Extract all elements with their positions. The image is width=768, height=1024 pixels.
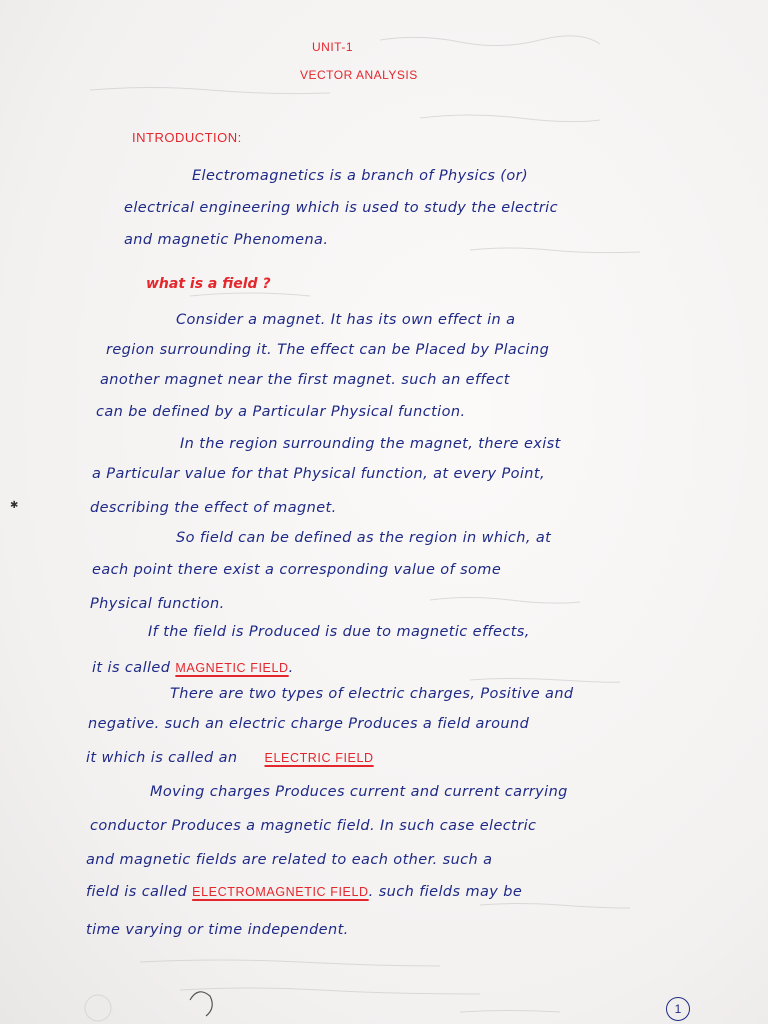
para4-line-1 [148,624,530,640]
para3-line-3: Physical function. [90,596,225,612]
para3-line-2: each point there exist a corresponding value of some [92,562,502,578]
para6-line-3: and magnetic fields are related to each other. such a [86,852,493,868]
para1-line-4: can be defined by a Particular Physical function. [96,404,466,420]
section-heading: INTRODUCTION: [132,130,242,145]
question-heading: what is a field ? [146,276,271,292]
chapter-title: VECTOR ANALYSIS [300,68,418,82]
magnetic-field-term: MAGNETIC FIELD [175,661,289,675]
para2-line-1: In the region surrounding the magnet, there exist [180,436,561,452]
para5-line-2: negative. such an electric charge Produces a field around [88,716,530,732]
para6-line-4-end: . such fields may be [368,884,523,900]
electromagnetic-field-term: ELECTROMAGNETIC FIELD [192,885,369,899]
para5-line-1: There are two types of electric charges, Positive and [170,686,574,702]
para1-line-3: another magnet near the first magnet. such an effect [100,372,510,388]
para5-line-3 [86,750,374,766]
page-number: 1 [666,997,690,1021]
para6-line-5: time varying or time independent. [86,922,349,938]
para5-line-3-start: it which is called an [86,750,238,766]
intro-line-2: electrical engineering which is used to study the electric [124,200,558,216]
para1-line-1: Consider a magnet. It has its own effect in a [176,312,516,328]
para4-line-2 [92,660,294,676]
unit-heading: UNIT-1 [312,40,354,54]
para6-line-4-start: field is called [86,884,188,900]
para6-line-1: Moving charges Produces current and current carrying [150,784,568,800]
para4-line-2-start: it is called [92,660,171,676]
para4-line-1-end: is due to magnetic effects, [325,624,530,640]
para2-line-3: describing the effect of magnet. [90,500,337,516]
para4-line-1-start: If the field is Produced [148,624,321,640]
para1-line-2: region surrounding it. The effect can be Placed by Placing [106,342,550,358]
para3-line-1: So field can be defined as the region in which, at [176,530,552,546]
para4-line-2-end: . [288,660,294,676]
para6-line-2: conductor Produces a magnetic field. In such case electric [90,818,537,834]
electric-field-term: ELECTRIC FIELD [264,751,374,765]
para2-line-2: a Particular value for that Physical function, at every Point, [92,466,545,482]
intro-line-3: and magnetic Phenomena. [124,232,329,248]
intro-line-1: Electromagnetics is a branch of Physics (or) [192,168,529,184]
margin-mark: ✱ [10,500,19,511]
para6-line-4 [86,884,522,900]
